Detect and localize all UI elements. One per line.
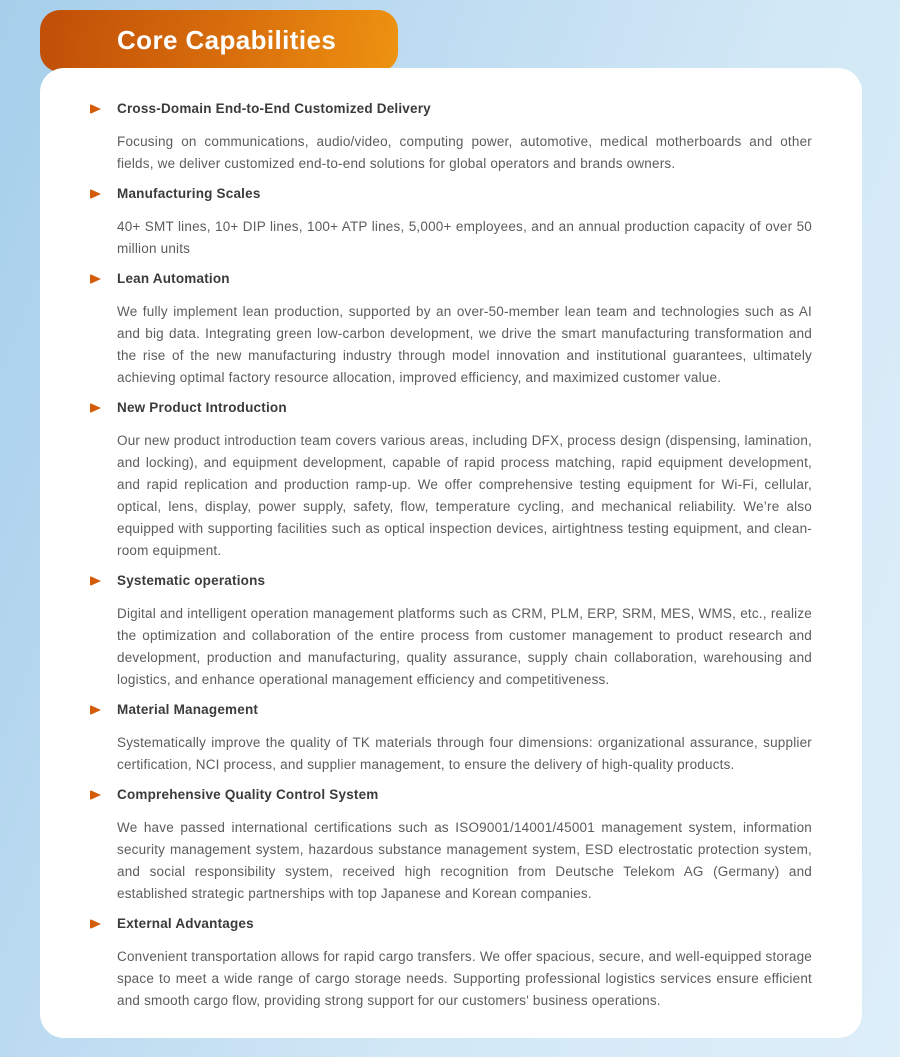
capability-description: We have passed international certifications such as ISO9001/14001/45001 management system, information security management system, hazardous substance management system, ESD electrostatic protection system, and social responsibility system, received high recognition from Deutsche Telekom AG (Germany) and established strategic partnerships with top Japanese and Korean companies. bbox=[117, 820, 812, 901]
capability-heading: Material Management bbox=[117, 702, 259, 717]
capability-description: Our new product introduction team covers various areas, including DFX, process design (dispensing, lamination, and locking), and equipment development, capable of rapid process matching, rapid equipment development, and rapid replication and production ramp-up. We offer comprehensive testing equipment for Wi-Fi, cellular, optical, lens, display, power supply, safety, flow, temperature cycling, and mechanical reliability. We’re also equipped with supporting facilities such as optical inspection devices, airtightness testing equipment, and clean-room equipment. bbox=[117, 433, 812, 558]
capability-description: We fully implement lean production, supported by an over-50-member lean team and technologies such as AI and big data. Integrating green low-carbon development, we drive the smart manufacturing transformation and the rise of the new manufacturing industry through model innovation and institutional guarantees, ultimately achieving optimal factory resource allocation, improved efficiency, and maximized customer value. bbox=[117, 304, 812, 385]
list-item bbox=[90, 913, 812, 1012]
capability-description: Systematically improve the quality of TK materials through four dimensions: organizational assurance, supplier certification, NCI process, and supplier management, to ensure the delivery of high-quality products. bbox=[117, 735, 812, 772]
list-item bbox=[90, 183, 812, 260]
triangle-bullet-icon bbox=[90, 576, 101, 586]
triangle-bullet-icon bbox=[90, 919, 101, 929]
triangle-bullet-icon bbox=[90, 104, 101, 114]
list-item bbox=[90, 570, 812, 691]
triangle-bullet-icon bbox=[90, 189, 101, 199]
capability-description: Convenient transportation allows for rapid cargo transfers. We offer spacious, secure, and well-equipped storage space to meet a wide range of cargo storage needs. Supporting professional logistics services ensure efficient and smooth cargo flow, providing strong support for our customers' business operations. bbox=[117, 949, 812, 1008]
list-item bbox=[90, 397, 812, 562]
capability-heading: New Product Introduction bbox=[117, 400, 287, 415]
capability-heading: Cross-Domain End-to-End Customized Delivery bbox=[117, 101, 431, 116]
list-item bbox=[90, 98, 812, 175]
triangle-bullet-icon bbox=[90, 790, 101, 800]
section-header-banner bbox=[40, 10, 398, 72]
list-item bbox=[90, 268, 812, 389]
page-title: Core Capabilities bbox=[117, 25, 337, 55]
list-item bbox=[90, 699, 812, 776]
capability-description: Digital and intelligent operation management platforms such as CRM, PLM, ERP, SRM, MES, WMS, etc., realize the optimization and collaboration of the entire process from customer management to product research and development, production and manufacturing, quality assurance, supply chain collaboration, warehousing and logistics, and enhance operational management efficiency and competitiveness. bbox=[117, 606, 812, 687]
list-item bbox=[90, 784, 812, 905]
capability-heading: Comprehensive Quality Control System bbox=[117, 787, 379, 802]
capability-description: 40+ SMT lines, 10+ DIP lines, 100+ ATP lines, 5,000+ employees, and an annual production capacity of over 50 million units bbox=[117, 219, 812, 256]
capability-heading: Systematic operations bbox=[117, 573, 266, 588]
capability-heading: Lean Automation bbox=[117, 271, 230, 286]
triangle-bullet-icon bbox=[90, 274, 101, 284]
capabilities-list bbox=[90, 98, 812, 1012]
triangle-bullet-icon bbox=[90, 705, 101, 715]
capability-heading: External Advantages bbox=[117, 916, 254, 931]
capability-description: Focusing on communications, audio/video, computing power, automotive, medical motherboards and other fields, we deliver customized end-to-end solutions for global operators and brands owners. bbox=[117, 134, 812, 171]
content-card bbox=[40, 68, 862, 1038]
capability-heading: Manufacturing Scales bbox=[117, 186, 261, 201]
triangle-bullet-icon bbox=[90, 403, 101, 413]
